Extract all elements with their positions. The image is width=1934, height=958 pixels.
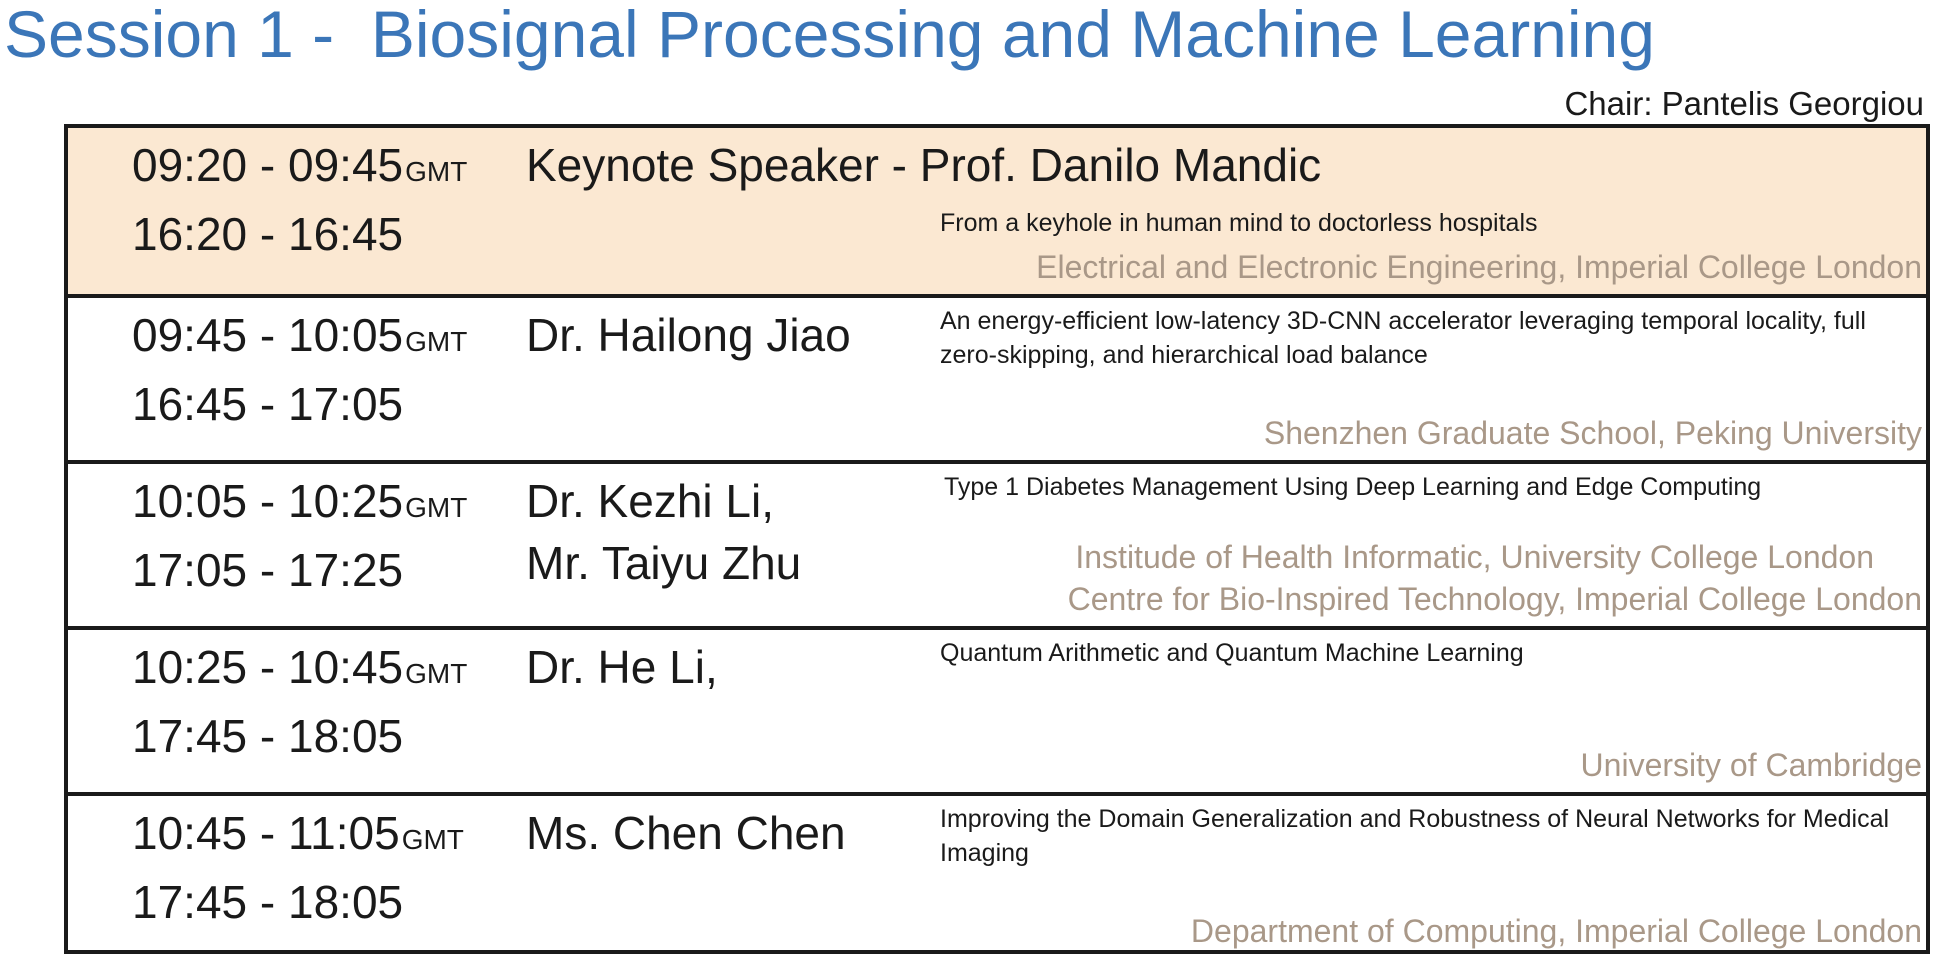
- speaker-name-line1: Dr. Kezhi Li,: [526, 475, 774, 527]
- time-gmt: [132, 470, 532, 539]
- affiliation: Shenzhen Graduate School, Peking University: [1263, 415, 1922, 451]
- timezone-label: GMT: [405, 156, 468, 187]
- session-chair: Chair: Pantelis Georgiou: [1564, 85, 1924, 122]
- time-slot: [132, 802, 532, 933]
- time-gmt: [132, 802, 532, 871]
- time-gmt-value: 10:05 - 10:25: [132, 475, 404, 527]
- schedule-row: [68, 792, 1926, 958]
- affiliation: University of Cambridge: [1580, 747, 1922, 783]
- time-gmt-value: 10:45 - 11:05: [132, 807, 400, 859]
- time-local: 17:45 - 18:05: [132, 876, 404, 928]
- time-local: 16:20 - 16:45: [132, 208, 404, 260]
- time-gmt: [132, 636, 532, 705]
- time-local: 17:45 - 18:05: [132, 710, 404, 762]
- schedule-row: [68, 460, 1926, 626]
- time-gmt-value: 09:45 - 10:05: [132, 309, 404, 361]
- talk-title: Type 1 Diabetes Management Using Deep Learning and Edge Computing: [944, 473, 1762, 501]
- schedule-row: [68, 626, 1926, 792]
- schedule-row-keynote: [68, 128, 1926, 294]
- affiliation-secondary: Centre for Bio-Inspired Technology, Imperial College London: [1067, 581, 1922, 617]
- schedule-table: [64, 124, 1930, 954]
- talk-title: Improving the Domain Generalization and Robustness of Neural Networks for Medical Imaging: [940, 805, 1890, 867]
- time-gmt: [132, 134, 532, 203]
- time-gmt: [132, 304, 532, 373]
- affiliation: Institude of Health Informatic, University College London: [1075, 539, 1874, 575]
- talk-title: An energy-efficient low-latency 3D-CNN accelerator leveraging temporal locality, full zero-skipping, and hierarchical load balance: [940, 307, 1866, 369]
- time-gmt-value: 10:25 - 10:45: [132, 641, 404, 693]
- talk-title: From a keyhole in human mind to doctorless hospitals: [940, 209, 1538, 237]
- session-title: Session 1 - Biosignal Processing and Machine Learning: [4, 0, 1655, 71]
- time-slot: [132, 304, 532, 435]
- timezone-label: GMT: [401, 824, 464, 855]
- schedule-row: [68, 294, 1926, 460]
- time-gmt-value: 09:20 - 09:45: [132, 139, 404, 191]
- timezone-label: GMT: [405, 658, 468, 689]
- speaker-name-line2: Mr. Taiyu Zhu: [526, 537, 802, 589]
- talk-title: Quantum Arithmetic and Quantum Machine Learning: [940, 639, 1524, 667]
- affiliation: Department of Computing, Imperial College London: [1190, 913, 1922, 949]
- speaker-name: [526, 470, 801, 594]
- speaker-name: Dr. Hailong Jiao: [526, 309, 851, 361]
- speaker-name: Keynote Speaker - Prof. Danilo Mandic: [526, 139, 1322, 191]
- time-slot: [132, 470, 532, 601]
- affiliation: Electrical and Electronic Engineering, Imperial College London: [1036, 249, 1922, 285]
- time-local: 16:45 - 17:05: [132, 378, 404, 430]
- speaker-name: Dr. He Li,: [526, 641, 718, 693]
- time-slot: [132, 636, 532, 767]
- speaker-name: Ms. Chen Chen: [526, 807, 846, 859]
- time-slot: [132, 134, 532, 265]
- timezone-label: GMT: [405, 326, 468, 357]
- time-local: 17:05 - 17:25: [132, 544, 404, 596]
- timezone-label: GMT: [405, 492, 468, 523]
